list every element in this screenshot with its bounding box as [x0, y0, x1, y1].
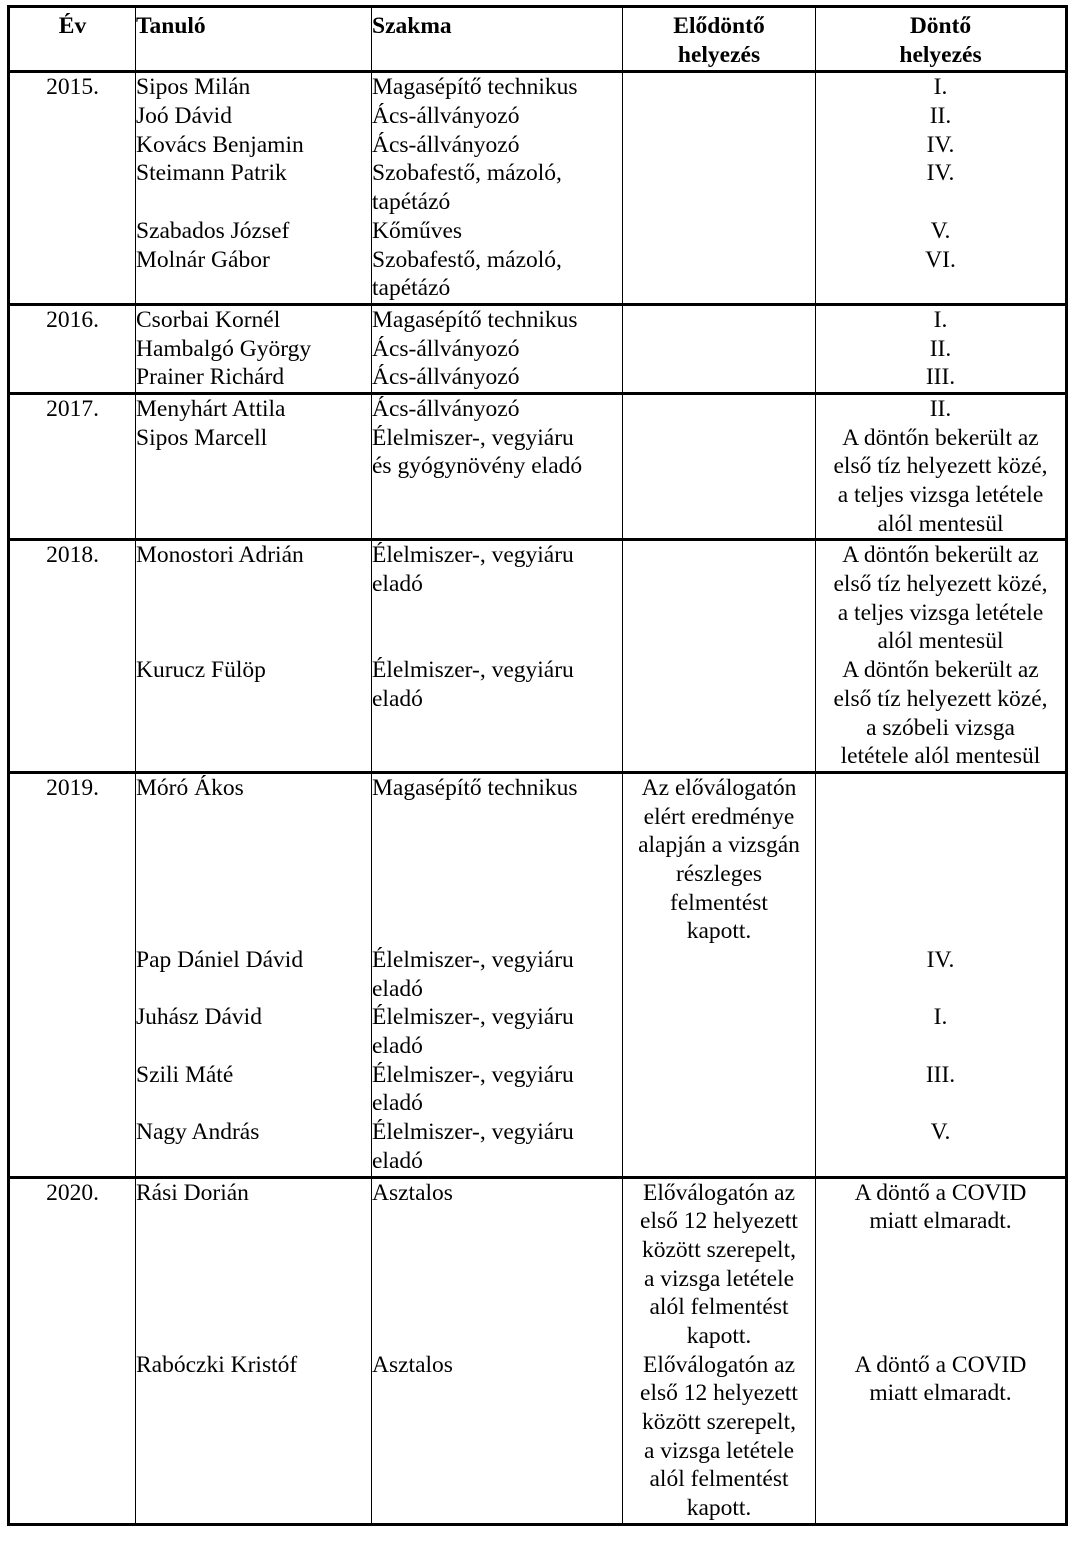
- profession-cell: [372, 1177, 623, 1524]
- student-names-line: Molnár Gábor: [136, 246, 270, 273]
- year-cell: [9, 772, 136, 1177]
- year-label: 2015.: [46, 74, 99, 101]
- student-names-line: [136, 599, 371, 628]
- profession-line: [372, 1322, 622, 1351]
- profession-line: Asztalos: [372, 1179, 453, 1206]
- final-placement-line: [816, 889, 1065, 918]
- final-placement-line: IV.: [926, 947, 955, 973]
- profession-line: Élelmiszer-, vegyiáru: [372, 1119, 574, 1146]
- profession-line: Magasépítő technikus: [372, 306, 578, 333]
- profession-line: tapétázó: [372, 275, 451, 302]
- final-placement-line: [816, 860, 1065, 889]
- profession-line: Élelmiszer-, vegyiáru: [372, 947, 574, 973]
- final-placement-line: [816, 975, 1065, 1004]
- student-names-line: Sipos Milán: [136, 74, 251, 101]
- student-names-line: Joó Dávid: [136, 103, 232, 130]
- student-names-line: [136, 889, 371, 918]
- semifinal-placement-line: részleges: [675, 860, 763, 887]
- profession-line: [372, 803, 622, 832]
- year-cell: [9, 72, 136, 305]
- student-names-line: Rabóczki Kristóf: [136, 1351, 298, 1378]
- final-placement-line: a teljes vizsga letétele: [837, 482, 1044, 508]
- student-names-line: Monostori Adrián: [136, 542, 304, 569]
- year-label: 2020.: [46, 1179, 99, 1206]
- student-names-line: [136, 274, 371, 303]
- semifinal-placement-cell: [623, 772, 816, 1177]
- final-placement-line: [816, 774, 1065, 803]
- final-placement-line: II.: [929, 335, 952, 362]
- student-names-line: [136, 917, 371, 946]
- profession-line: Magasépítő technikus: [372, 774, 578, 801]
- student-names-line: Sipos Marcell: [136, 424, 268, 451]
- profession-line: Élelmiszer-, vegyiáru: [372, 424, 574, 451]
- final-placement-line: [816, 1322, 1065, 1351]
- final-placement-line: IV.: [926, 160, 955, 187]
- student-names-line: [136, 975, 371, 1004]
- student-names-cell: [136, 304, 372, 393]
- year-label: 2018.: [46, 542, 99, 569]
- student-names-line: Szabados József: [136, 217, 290, 244]
- profession-line: Ács-állványozó: [372, 335, 520, 362]
- semifinal-placement-line: kapott.: [686, 918, 752, 945]
- final-placement-line: A döntőn bekerült az: [842, 542, 1039, 569]
- semifinal-placement-line: Előválogatón az: [642, 1351, 796, 1378]
- final-placement-cell: [816, 72, 1067, 305]
- student-names-line: [136, 1089, 371, 1118]
- profession-line: [372, 831, 622, 860]
- profession-line: [372, 860, 622, 889]
- header-ev: Év: [9, 7, 136, 72]
- final-placement-line: miatt elmaradt.: [869, 1208, 1012, 1235]
- year-row: [9, 540, 1067, 773]
- header-donto: Döntő helyezés: [816, 7, 1067, 72]
- profession-line: eladó: [372, 1147, 423, 1174]
- student-names-line: [136, 1265, 371, 1294]
- semifinal-placement-line: a vizsga letétele: [643, 1437, 795, 1464]
- final-placement-line: a teljes vizsga letétele: [837, 599, 1044, 626]
- final-placement-line: A döntőn bekerült az: [842, 424, 1039, 451]
- student-names-line: Móró Ákos: [136, 774, 244, 801]
- semifinal-placement-line: elért eredménye: [643, 803, 795, 830]
- profession-cell: [372, 540, 623, 773]
- student-names-line: Menyhárt Attila: [136, 395, 286, 422]
- final-placement-line: [816, 917, 1065, 946]
- semifinal-placement-line: kapott.: [686, 1322, 752, 1349]
- final-placement-line: III.: [925, 364, 956, 391]
- student-names-line: Pap Dániel Dávid: [136, 947, 304, 973]
- final-placement-line: I.: [933, 306, 948, 333]
- semifinal-placement-line: első 12 helyezett: [640, 1208, 798, 1235]
- final-placement-line: alól mentesül: [877, 510, 1004, 537]
- profession-line: [372, 1236, 622, 1265]
- final-placement-line: II.: [929, 395, 952, 422]
- final-placement-line: [816, 1293, 1065, 1322]
- semifinal-placement-cell: [623, 304, 816, 393]
- profession-line: [372, 1207, 622, 1236]
- semifinal-placement-line: felmentést: [670, 889, 768, 916]
- profession-line: Élelmiszer-, vegyiáru: [372, 1061, 574, 1088]
- final-placement-line: alól mentesül: [877, 628, 1004, 655]
- student-names-line: [136, 1032, 371, 1061]
- student-names-line: [136, 1207, 371, 1236]
- profession-line: Élelmiszer-, vegyiáru: [372, 542, 574, 569]
- final-placement-cell: [816, 393, 1067, 539]
- profession-line: Kőműves: [372, 217, 463, 244]
- final-placement-line: letétele alól mentesül: [840, 743, 1041, 770]
- student-names-line: [136, 1322, 371, 1351]
- year-label: 2019.: [46, 774, 99, 801]
- semifinal-placement-cell: [623, 540, 816, 773]
- profession-cell: [372, 393, 623, 539]
- student-names-line: Kurucz Fülöp: [136, 657, 266, 684]
- final-placement-cell: [816, 772, 1067, 1177]
- student-names-line: [136, 627, 371, 656]
- semifinal-placement-line: alól felmentést: [649, 1466, 789, 1493]
- final-placement-line: II.: [929, 103, 952, 130]
- final-placement-line: első tíz helyezett közé,: [833, 453, 1048, 480]
- final-placement-line: III.: [925, 1061, 956, 1088]
- semifinal-placement-line: alapján a vizsgán: [638, 832, 800, 859]
- final-placement-line: A döntő a COVID: [854, 1179, 1027, 1206]
- student-names-line: Szili Máté: [136, 1061, 234, 1088]
- student-names-line: [136, 188, 371, 217]
- profession-line: [372, 1265, 622, 1294]
- final-placement-line: miatt elmaradt.: [869, 1380, 1012, 1407]
- year-label: 2016.: [46, 306, 99, 333]
- header-szakma: Szakma: [372, 7, 623, 72]
- profession-line: Ács-állványozó: [372, 131, 520, 158]
- final-placement-line: IV.: [926, 131, 955, 158]
- year-cell: [9, 393, 136, 539]
- final-placement-line: [816, 1265, 1065, 1294]
- student-names-line: [136, 803, 371, 832]
- header-elodonto: Elődöntő helyezés: [623, 7, 816, 72]
- final-placement-line: [816, 1236, 1065, 1265]
- profession-line: eladó: [372, 975, 423, 1002]
- student-names-cell: [136, 772, 372, 1177]
- year-cell: [9, 1177, 136, 1524]
- year-cell: [9, 540, 136, 773]
- student-names-cell: [136, 1177, 372, 1524]
- final-placement-line: V.: [930, 217, 951, 244]
- semifinal-placement-line: kapott.: [686, 1495, 752, 1522]
- year-row: [9, 304, 1067, 393]
- year-row: [9, 393, 1067, 539]
- profession-line: Ács-állványozó: [372, 364, 520, 391]
- profession-line: tapétázó: [372, 189, 451, 216]
- year-row: [9, 72, 1067, 305]
- final-placement-line: [816, 1032, 1065, 1061]
- final-placement-cell: [816, 540, 1067, 773]
- student-names-cell: [136, 540, 372, 773]
- student-names-line: Kovács Benjamin: [136, 131, 304, 158]
- results-table: [7, 5, 1068, 1526]
- semifinal-placement-cell: [623, 72, 816, 305]
- profession-line: [372, 1293, 622, 1322]
- final-placement-line: [816, 803, 1065, 832]
- student-names-line: Nagy András: [136, 1119, 260, 1146]
- profession-line: Ács-állványozó: [372, 395, 520, 422]
- final-placement-line: A döntő a COVID: [854, 1351, 1027, 1378]
- final-placement-line: a szóbeli vizsga: [866, 714, 1015, 741]
- profession-line: Szobafestő, mázoló,: [372, 246, 562, 273]
- semifinal-placement-line: Az előválogatón: [641, 774, 797, 801]
- final-placement-line: V.: [930, 1119, 951, 1146]
- student-names-line: Steimann Patrik: [136, 160, 287, 187]
- semifinal-placement-line: Előválogatón az: [642, 1179, 796, 1206]
- year-row: [9, 1177, 1067, 1524]
- profession-line: eladó: [372, 571, 423, 598]
- semifinal-placement-cell: [623, 1177, 816, 1524]
- student-names-line: Rási Dorián: [136, 1179, 249, 1206]
- year-label: 2017.: [46, 395, 99, 422]
- final-placement-line: [816, 1089, 1065, 1118]
- final-placement-line: [816, 188, 1065, 217]
- student-names-cell: [136, 393, 372, 539]
- profession-line: Élelmiszer-, vegyiáru: [372, 1004, 574, 1031]
- final-placement-line: első tíz helyezett közé,: [833, 571, 1048, 598]
- student-names-line: [136, 1236, 371, 1265]
- semifinal-placement-line: között szerepelt,: [642, 1236, 796, 1263]
- student-names-line: Prainer Richárd: [136, 364, 285, 391]
- profession-line: [372, 599, 622, 628]
- final-placement-line: I.: [933, 1004, 948, 1031]
- final-placement-cell: [816, 1177, 1067, 1524]
- year-row: [9, 772, 1067, 1177]
- student-names-line: [136, 570, 371, 599]
- table-body: [9, 72, 1067, 1524]
- semifinal-placement-cell: [623, 393, 816, 539]
- final-placement-line: VI.: [925, 246, 956, 273]
- student-names-line: Hambalgó György: [136, 335, 312, 362]
- final-placement-line: I.: [933, 74, 948, 101]
- year-cell: [9, 304, 136, 393]
- profession-line: és gyógynövény eladó: [372, 453, 583, 480]
- profession-line: eladó: [372, 1033, 423, 1060]
- profession-line: eladó: [372, 685, 423, 712]
- student-names-line: [136, 831, 371, 860]
- final-placement-line: A döntőn bekerült az: [842, 657, 1039, 684]
- semifinal-placement-line: között szerepelt,: [642, 1409, 796, 1435]
- header-row: [9, 7, 1067, 72]
- profession-line: Asztalos: [372, 1351, 453, 1378]
- profession-cell: [372, 72, 623, 305]
- student-names-line: [136, 1293, 371, 1322]
- semifinal-placement-line: első 12 helyezett: [640, 1380, 798, 1407]
- final-placement-line: [816, 831, 1065, 860]
- semifinal-placement-line: alól felmentést: [649, 1294, 789, 1321]
- final-placement-cell: [816, 304, 1067, 393]
- student-names-line: [136, 860, 371, 889]
- semifinal-placement-line: a vizsga letétele: [643, 1265, 795, 1292]
- profession-line: eladó: [372, 1090, 423, 1117]
- profession-line: Magasépítő technikus: [372, 74, 578, 101]
- profession-cell: [372, 772, 623, 1177]
- student-names-line: Csorbai Kornél: [136, 306, 281, 333]
- final-placement-line: első tíz helyezett közé,: [833, 685, 1048, 712]
- profession-line: [372, 627, 622, 656]
- profession-line: Ács-állványozó: [372, 103, 520, 130]
- profession-line: [372, 889, 622, 918]
- header-tanulo: Tanuló: [136, 7, 372, 72]
- final-placement-line: [816, 274, 1065, 303]
- profession-line: Élelmiszer-, vegyiáru: [372, 657, 574, 684]
- profession-line: Szobafestő, mázoló,: [372, 160, 562, 187]
- student-names-line: Juhász Dávid: [136, 1004, 262, 1031]
- student-names-cell: [136, 72, 372, 305]
- profession-cell: [372, 304, 623, 393]
- profession-line: [372, 917, 622, 946]
